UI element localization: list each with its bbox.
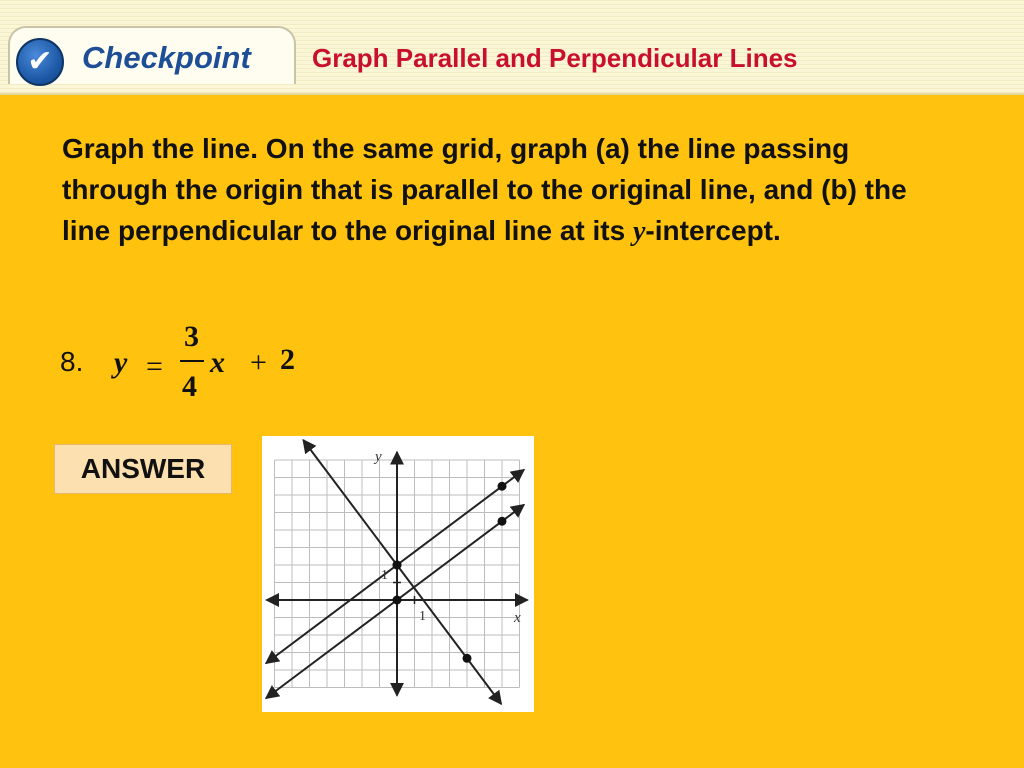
instructions-part1: Graph the line. On the same grid, graph (a) the line passing through the origin that is parallel to the original line, and (b) the line perpendicular to the original line at its: [62, 133, 907, 246]
equation-plus: +: [250, 346, 267, 379]
y-tick-label: 1: [381, 568, 388, 583]
point-original: [498, 482, 507, 491]
checkmark-icon: [16, 38, 64, 86]
equation-variable: x: [210, 346, 225, 379]
checkpoint-label: Checkpoint: [82, 40, 251, 75]
x-axis-label: x: [514, 610, 521, 626]
checkmark-glyph: ✔: [27, 44, 53, 79]
instructions-variable: y: [632, 216, 646, 247]
equation-numerator: 3: [184, 320, 199, 353]
header-bar: [0, 0, 1024, 95]
graph-svg: [262, 436, 534, 712]
instructions-text: [62, 128, 962, 252]
answer-label: ANSWER: [54, 444, 232, 494]
equation-denominator: 4: [182, 370, 197, 403]
instructions-part2: -intercept.: [645, 215, 781, 246]
fraction-bar: [180, 360, 204, 362]
coordinate-graph: [262, 436, 534, 712]
point-parallel: [393, 596, 402, 605]
point-perpendicular: [463, 654, 472, 663]
problem-number: 8.: [60, 346, 84, 377]
graph-lines: [266, 440, 524, 704]
y-axis-label: y: [375, 449, 382, 465]
page-title: Graph Parallel and Perpendicular Lines: [312, 43, 798, 73]
equation-lhs: y: [114, 346, 128, 379]
equation-equals: =: [146, 350, 163, 383]
x-tick-label: 1: [419, 609, 426, 624]
point-parallel: [498, 517, 507, 526]
point-perpendicular: [393, 561, 402, 570]
axes: [267, 452, 528, 696]
equation-constant: 2: [280, 343, 295, 376]
line-perpendicular: [303, 440, 501, 704]
